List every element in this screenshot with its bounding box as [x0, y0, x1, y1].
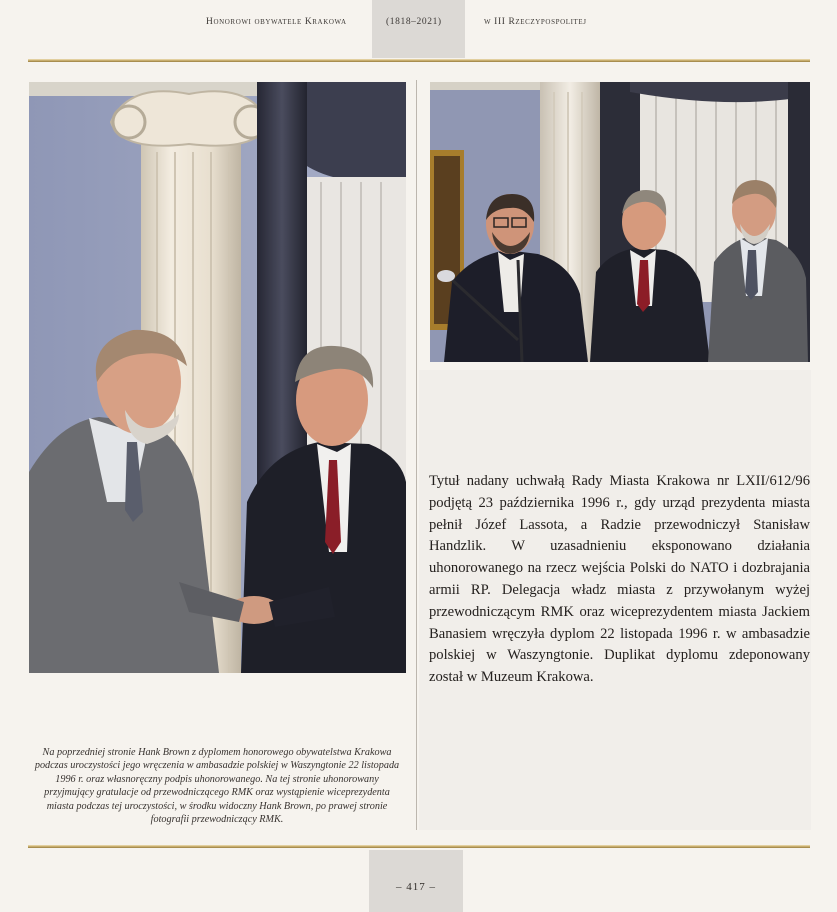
header-band [372, 0, 465, 58]
column-divider [416, 80, 417, 830]
body-paragraph: Tytuł nadany uchwałą Rady Miasta Krakowa nr LXII/612/96 podjętą 23 października 1996 r., gdy urząd prezydenta miasta pełnił Józef Lassota, a Radzie przewodniczył Stanisław Handzlik. W uzasadnieniu eksponowano działania uhonorowanego na rzecz wejścia Polski do NATO i dozbrajania armii RP. Delegacja władz miasta z przywołanym wyżej przewodniczącym RMK oraz wiceprezydentem miasta Jackiem Banasiem wręczyła dyplom 22 listopada 1996 r. w ambasadzie polskiej w Waszyngtonie. Duplikat dyplomu zdeponowany został w Muzeum Krakowa. [429, 473, 810, 686]
header-date-range: (1818–2021) [386, 17, 442, 27]
header-section-title: w III Rzeczypospolitej [484, 17, 587, 27]
header-book-title: Honorowi obywatele Krakowa [206, 17, 347, 27]
bottom-gold-rule [28, 845, 810, 848]
running-header [0, 0, 837, 58]
photo-handshake-image [29, 82, 406, 673]
photo-speech [430, 82, 810, 362]
top-gold-rule [28, 59, 810, 62]
photo-handshake [29, 82, 406, 673]
page-number: – 417 – [396, 881, 436, 893]
photo-caption: Na poprzedniej stronie Hank Brown z dyplomem honorowego obywatelstwa Krakowa podczas uroczystości jego wręczenia w ambasadzie polskiej w Waszyngtonie 22 listopada 1996 r. oraz własnoręczny podpis uhonorowanego. Na tej stronie uhonorowany przyjmujący gratulacje od przewodniczącego RMK oraz wystąpienie wiceprezydenta miasta podczas tej uroczystości, w środku widoczny Hank Brown, po prawej stronie fotografii przewodniczący RMK. [34, 747, 400, 826]
photo-speech-image [430, 82, 810, 362]
